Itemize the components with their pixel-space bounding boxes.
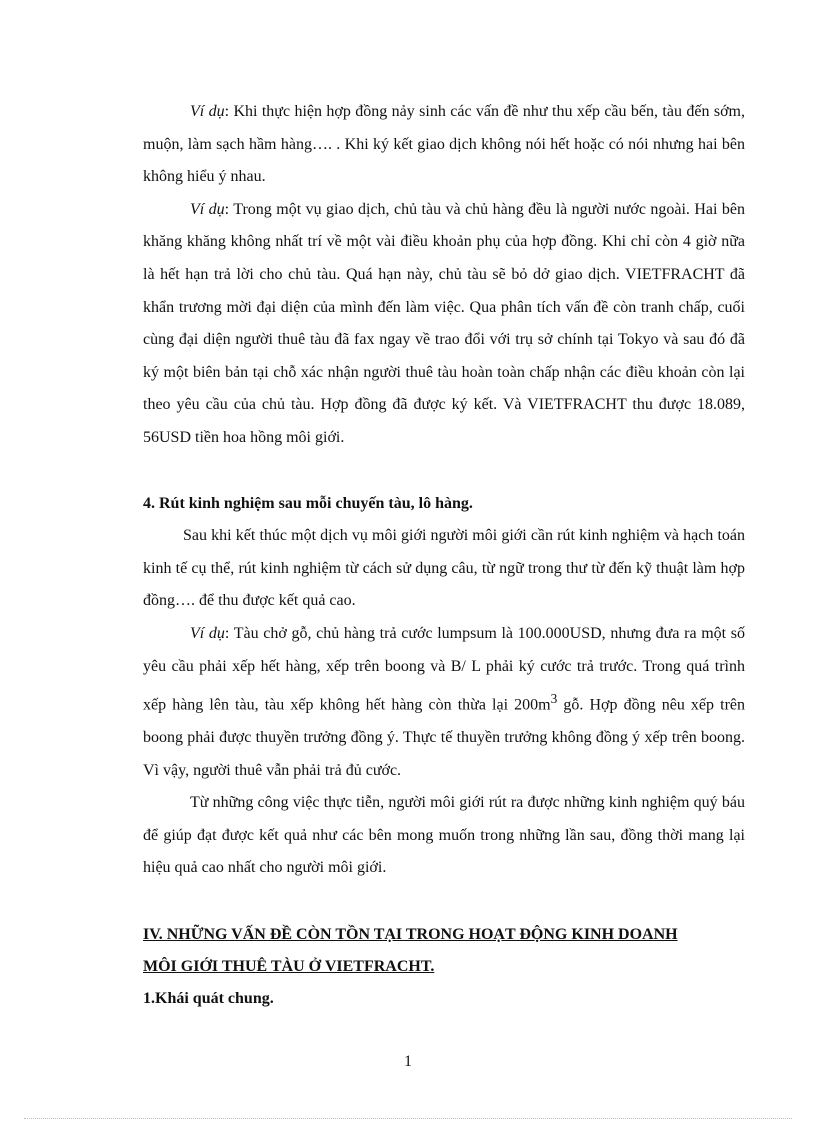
example-paragraph-1 bbox=[143, 96, 745, 194]
major-heading-line-2: MÔI GIỚI THUÊ TÀU Ở VIETFRACHT. bbox=[143, 957, 435, 975]
body-paragraph-5: Từ những công việc thực tiễn, người môi giới rút ra được những kinh nghiệm quý báu để giúp đạt được kết quả như các bên mong muốn trong những lần sau, đồng thời mang lại hiệu quả cao nhất cho người môi giới. bbox=[143, 794, 745, 877]
section-heading-4: 4. Rút kinh nghiệm sau mỗi chuyến tàu, lô hàng. bbox=[143, 494, 473, 512]
paragraph-text: : Khi thực hiện hợp đồng nảy sinh các vấn đề như thu xếp cầu bến, tàu đến sớm, muộn, làm sạch hầm hàng…. . Khi ký kết giao dịch không nói hết hoặc có nói nhưng hai bên không hiểu ý nhau. bbox=[143, 103, 746, 186]
paragraph-text: : Trong một vụ giao dịch, chủ tàu và chủ hàng đều là người nước ngoài. Hai bên khăng khăng không nhất trí về một vài điều khoản phụ của hợp đồng. Khi chỉ còn 4 giờ nữa là hết hạn trả lời cho chủ tàu. Quá hạn này, chủ tàu sẽ bỏ dở giao dịch. VIETFRACHT đã khẩn trương mời đại diện của mình đến làm việc. Qua phân tích vấn đề còn tranh chấp, cuối cùng đại diện người thuê tàu đã fax ngay về trao đổi với trụ sở chính tại Tokyo và sau đó đã ký một biên bản tại chỗ xác nhận người thuê tàu hoàn toàn chấp nhận các điều khoản còn lại theo yêu cầu của chủ tàu. Hợp đồng đã được ký kết. Và VIETFRACHT thu được 18.089, 56USD tiền hoa hồng môi giới. bbox=[143, 200, 746, 446]
subsection-heading-1: 1.Khái quát chung. bbox=[143, 989, 274, 1007]
major-heading-line-1: IV. NHỮNG VẤN ĐỀ CÒN TỒN TẠI TRONG HOẠT ĐỘNG KINH DOANH bbox=[143, 925, 678, 943]
superscript: 3 bbox=[550, 691, 558, 707]
example-paragraph-2 bbox=[143, 194, 745, 455]
example-paragraph-4 bbox=[143, 618, 745, 787]
page-body bbox=[143, 96, 745, 1016]
paragraph-text: : Tàu chở gỗ, chủ hàng trả cước lumpsum là 100.000USD, nhưng đưa ra một số yêu cầu phải xếp hết hàng, xếp trên boong và B/ L phải ký cước trả trước. Trong quá trình xếp hàng lên tàu, tàu xếp không hết hàng còn thừa lại 200m bbox=[143, 624, 745, 714]
example-label: Ví dụ bbox=[190, 103, 225, 120]
example-label: Ví dụ bbox=[190, 624, 225, 642]
page-number: 1 bbox=[404, 1053, 412, 1070]
page-bottom-border bbox=[24, 1118, 792, 1119]
spacer bbox=[143, 455, 745, 488]
spacer bbox=[143, 885, 745, 919]
example-label: Ví dụ bbox=[190, 200, 225, 218]
body-paragraph-3: Sau khi kết thúc một dịch vụ môi giới người môi giới cần rút kinh nghiệm và hạch toán kinh tế cụ thể, rút kinh nghiệm từ cách sử dụng câu, từ ngữ trong thư từ đến kỹ thuật làm hợp đồng…. để thu được kết quả cao. bbox=[143, 527, 745, 610]
paragraph-text: gỗ. Hợp đồng nêu xếp trên boong phải được thuyền trưởng đồng ý. Thực tế thuyền trưởng không đồng ý xếp trên boong. Vì vậy, người thuê vẫn phải trả đủ cước. bbox=[143, 696, 746, 779]
